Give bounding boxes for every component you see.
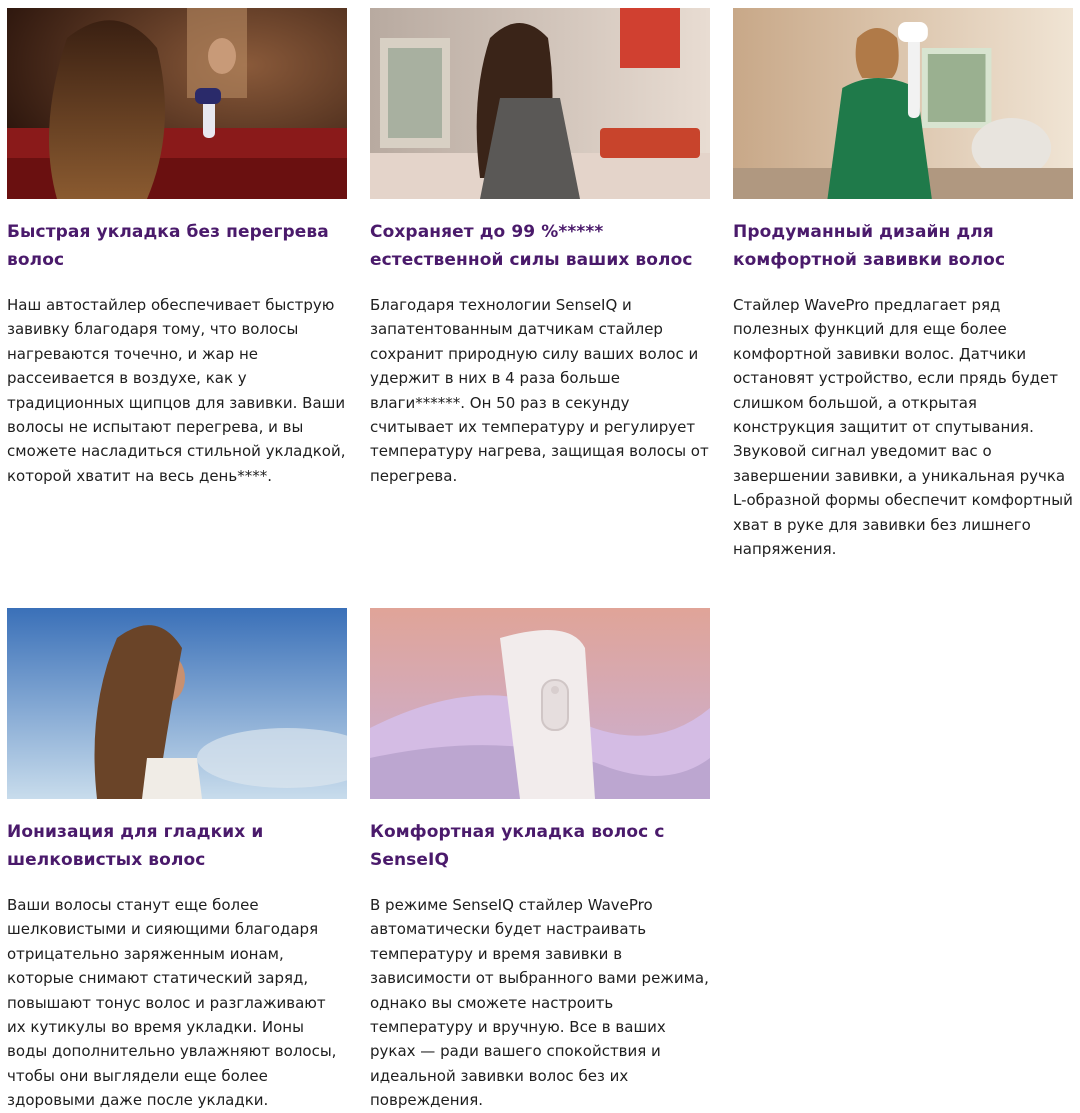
feature-card-fast-styling [7, 8, 347, 608]
feature-title: Быстрая укладка без перегрева волос [7, 222, 329, 270]
feature-description: Стайлер WavePro предлагает ряд полезных функций для еще более комфортной завивки волос. Датчики остановят устройство, если прядь будет слишком большой, а открытая конструкция защитит от спутывания. Звуковой сигнал уведомит вас о завершении завивки, а уникальная ручка L-образной формы обеспечит комфортный хват в руке для завивки без лишнего напряжения. [733, 296, 1073, 559]
feature-image-styler-device [370, 608, 710, 799]
feature-title: Сохраняет до 99 %***** естественной силы ваших волос [370, 222, 693, 270]
feature-description: В режиме SenseIQ стайлер WavePro автоматически будет настраивать температуру и время завивки в зависимости от выбранного вами режима, однако вы сможете настроить температуру и вручную. Все в ваших руках — ради вашего спокойствия и идеальной завивки волос без их повреждения. [370, 896, 709, 1110]
feature-card-moisture-retention [370, 8, 710, 608]
feature-description: Наш автостайлер обеспечивает быструю завивку благодаря тому, что волосы нагреваются точечно, и жар не рассеивается в воздухе, как у традиционных щипцов для завивки. Ваши волосы не испытают перегрева, и вы сможете насладиться стильной укладкой, которой хватит на весь день****. [7, 296, 346, 485]
feature-title: Ионизация для гладких и шелковистых волос [7, 822, 264, 870]
feature-description: Ваши волосы станут еще более шелковистыми и сияющими благодаря отрицательно заряженным ионам, которые снимают статический заряд, повышают тонус волос и разглаживают их кутикулы во время укладки. Ионы воды дополнительно увлажняют волосы, чтобы они выглядели еще более здоровыми даже после укладки. [7, 896, 337, 1110]
feature-card-ionization [7, 608, 347, 1111]
feature-image-mirror-curling [7, 8, 347, 199]
feature-grid [7, 8, 1075, 1111]
feature-title: Продуманный дизайн для комфортной завивки волос [733, 222, 1006, 270]
feature-card-senseiq [370, 608, 710, 1111]
feature-image-woman-waves [370, 8, 710, 199]
feature-image-woman-green-dress [733, 8, 1073, 199]
feature-image-woman-sky [7, 608, 347, 799]
feature-card-comfort-design [733, 8, 1073, 608]
feature-title: Комфортная укладка волос с SenseIQ [370, 822, 665, 870]
feature-description: Благодаря технологии SenseIQ и запатентованным датчикам стайлер сохранит природную силу ваших волос и удержит в них в 4 раза больше влаги******. Он 50 раз в секунду считывает их температуру и регулирует температуру нагрева, защищая волосы от перегрева. [370, 296, 709, 485]
